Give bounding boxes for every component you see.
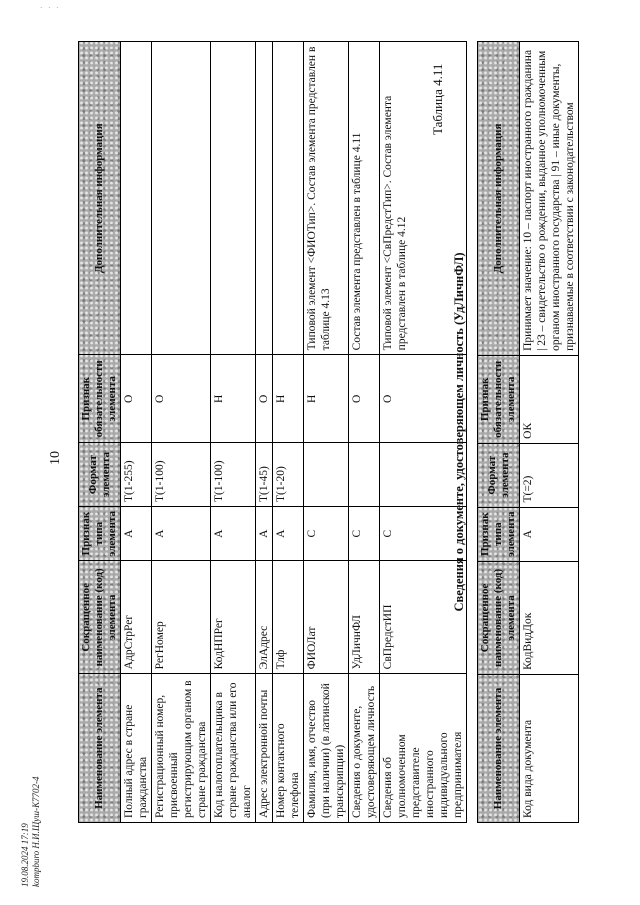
cell-type: А: [152, 506, 211, 560]
cell-code: РегНомер: [152, 561, 211, 674]
cell-obligation: О: [152, 355, 211, 443]
cell-info: [256, 42, 273, 355]
table-row: [256, 42, 273, 823]
stamp-date: 19.08.2024 17:19: [20, 823, 30, 887]
header-obligation: Признак обязательности элемента: [79, 355, 121, 443]
cell-name: Код вида документа: [520, 674, 579, 822]
table-label: Таблица 4.11: [430, 63, 445, 135]
cell-info: Типовой элемент <ФИОТип>. Состав элемента представлен в таблице 4.13: [304, 42, 349, 355]
cell-code: КодВидДок: [520, 561, 579, 674]
cell-name: Код налогоплательщика в стране гражданства или его аналог: [211, 674, 256, 823]
header-format: Формат элемента: [79, 443, 121, 507]
cell-obligation: ОК: [520, 355, 579, 443]
cell-type: С: [349, 506, 380, 560]
scan-edge-mark: · · ·: [40, 4, 61, 12]
cell-type: С: [304, 506, 349, 560]
cell-format: Т(1-100): [211, 443, 256, 507]
cell-format: Т(1-100): [152, 443, 211, 507]
cell-type: А: [256, 506, 273, 560]
cell-code: ЭлАдрес: [256, 561, 273, 674]
cell-code: АдрСтрРег: [121, 561, 152, 674]
cell-name: Номер контактного телефона: [273, 674, 304, 823]
cell-code: СвПредстИП: [380, 561, 467, 674]
cell-obligation: О: [380, 355, 467, 443]
cell-type: А: [520, 507, 579, 561]
cell-type: А: [273, 506, 304, 560]
cell-format: Т(1-20): [273, 443, 304, 507]
header-name: Наименование элемента: [79, 674, 121, 823]
table-caption: Сведения о документе, удостоверяющем личность (УдЛичнФЛ): [452, 252, 466, 612]
cell-code: КодНПРег: [211, 561, 256, 674]
cell-name: Сведения о документе, удостоверяющем личность: [349, 674, 380, 823]
cell-name: Фамилия, имя, отчество (при наличии) (в латинской транскрипции): [304, 674, 349, 823]
cell-info: Типовой элемент <СвПредстТип>. Состав элемента представлен в таблице 4.12: [380, 42, 467, 355]
cell-info: [152, 42, 211, 355]
cell-info: Принимает значение: 10 – паспорт иностранного гражданина | 23 – свидетельство о рождении, выданное уполномоченным органом иностранного государства | 91 – иные документы, признаваемые в соответствии с законодательством: [520, 42, 579, 356]
cell-name: Регистрационный номер, присвоенный регистрирующим органом в стране гражданства: [152, 674, 211, 823]
table-row: [304, 42, 349, 823]
cell-code: Тлф: [273, 561, 304, 674]
table-row: [349, 42, 380, 823]
page-number: 10: [48, 451, 63, 465]
header-type: Признак типа элемента: [478, 507, 520, 561]
cell-code: УдЛичнФЛ: [349, 561, 380, 674]
cell-obligation: Н: [211, 355, 256, 443]
cell-info: [121, 42, 152, 355]
cell-code: ФИОЛат: [304, 561, 349, 674]
header-type: Признак типа элемента: [79, 506, 121, 560]
cell-format: Т(1-45): [256, 443, 273, 507]
document-info-table: [477, 41, 579, 823]
cell-format: Т(1-255): [121, 443, 152, 507]
table-row: [121, 42, 152, 823]
header-format: Формат элемента: [478, 443, 520, 507]
cell-info: Состав элемента представлен в таблице 4.11: [349, 42, 380, 355]
stamp-operator: kompburo Н.И.Щуш-К7702-4: [31, 776, 41, 887]
cell-type: С: [380, 506, 467, 560]
elements-table: [78, 41, 467, 823]
cell-name: Адрес электронной почты: [256, 674, 273, 823]
cell-format: [304, 443, 349, 507]
cell-type: А: [211, 506, 256, 560]
cell-obligation: О: [256, 355, 273, 443]
cell-obligation: О: [349, 355, 380, 443]
table-row: [211, 42, 256, 823]
table-row: [520, 42, 579, 823]
cell-info: [273, 42, 304, 355]
table-header-row: [79, 42, 121, 823]
header-name: Наименование элемента: [478, 674, 520, 822]
header-info: Дополнительная информация: [478, 42, 520, 356]
cell-obligation: О: [121, 355, 152, 443]
cell-name: Полный адрес в стране гражданства: [121, 674, 152, 823]
header-short-name: Сокращенное наименование (код) элемента: [79, 561, 121, 674]
cell-type: А: [121, 506, 152, 560]
cell-format: [349, 443, 380, 507]
header-short-name: Сокращенное наименование (код) элемента: [478, 561, 520, 674]
cell-format: Т(=2): [520, 443, 579, 507]
table-row: [273, 42, 304, 823]
cell-obligation: Н: [273, 355, 304, 443]
cell-obligation: Н: [304, 355, 349, 443]
header-obligation: Признак обязательности элемента: [478, 355, 520, 443]
table-header-row: [478, 42, 520, 823]
table-row: [152, 42, 211, 823]
timestamp-stamp: [20, 776, 42, 887]
cell-name: Сведения об уполномоченном представителе иностранного индивидуального предпринимателя: [380, 674, 467, 823]
header-info: Дополнительная информация: [79, 42, 121, 355]
cell-info: [211, 42, 256, 355]
